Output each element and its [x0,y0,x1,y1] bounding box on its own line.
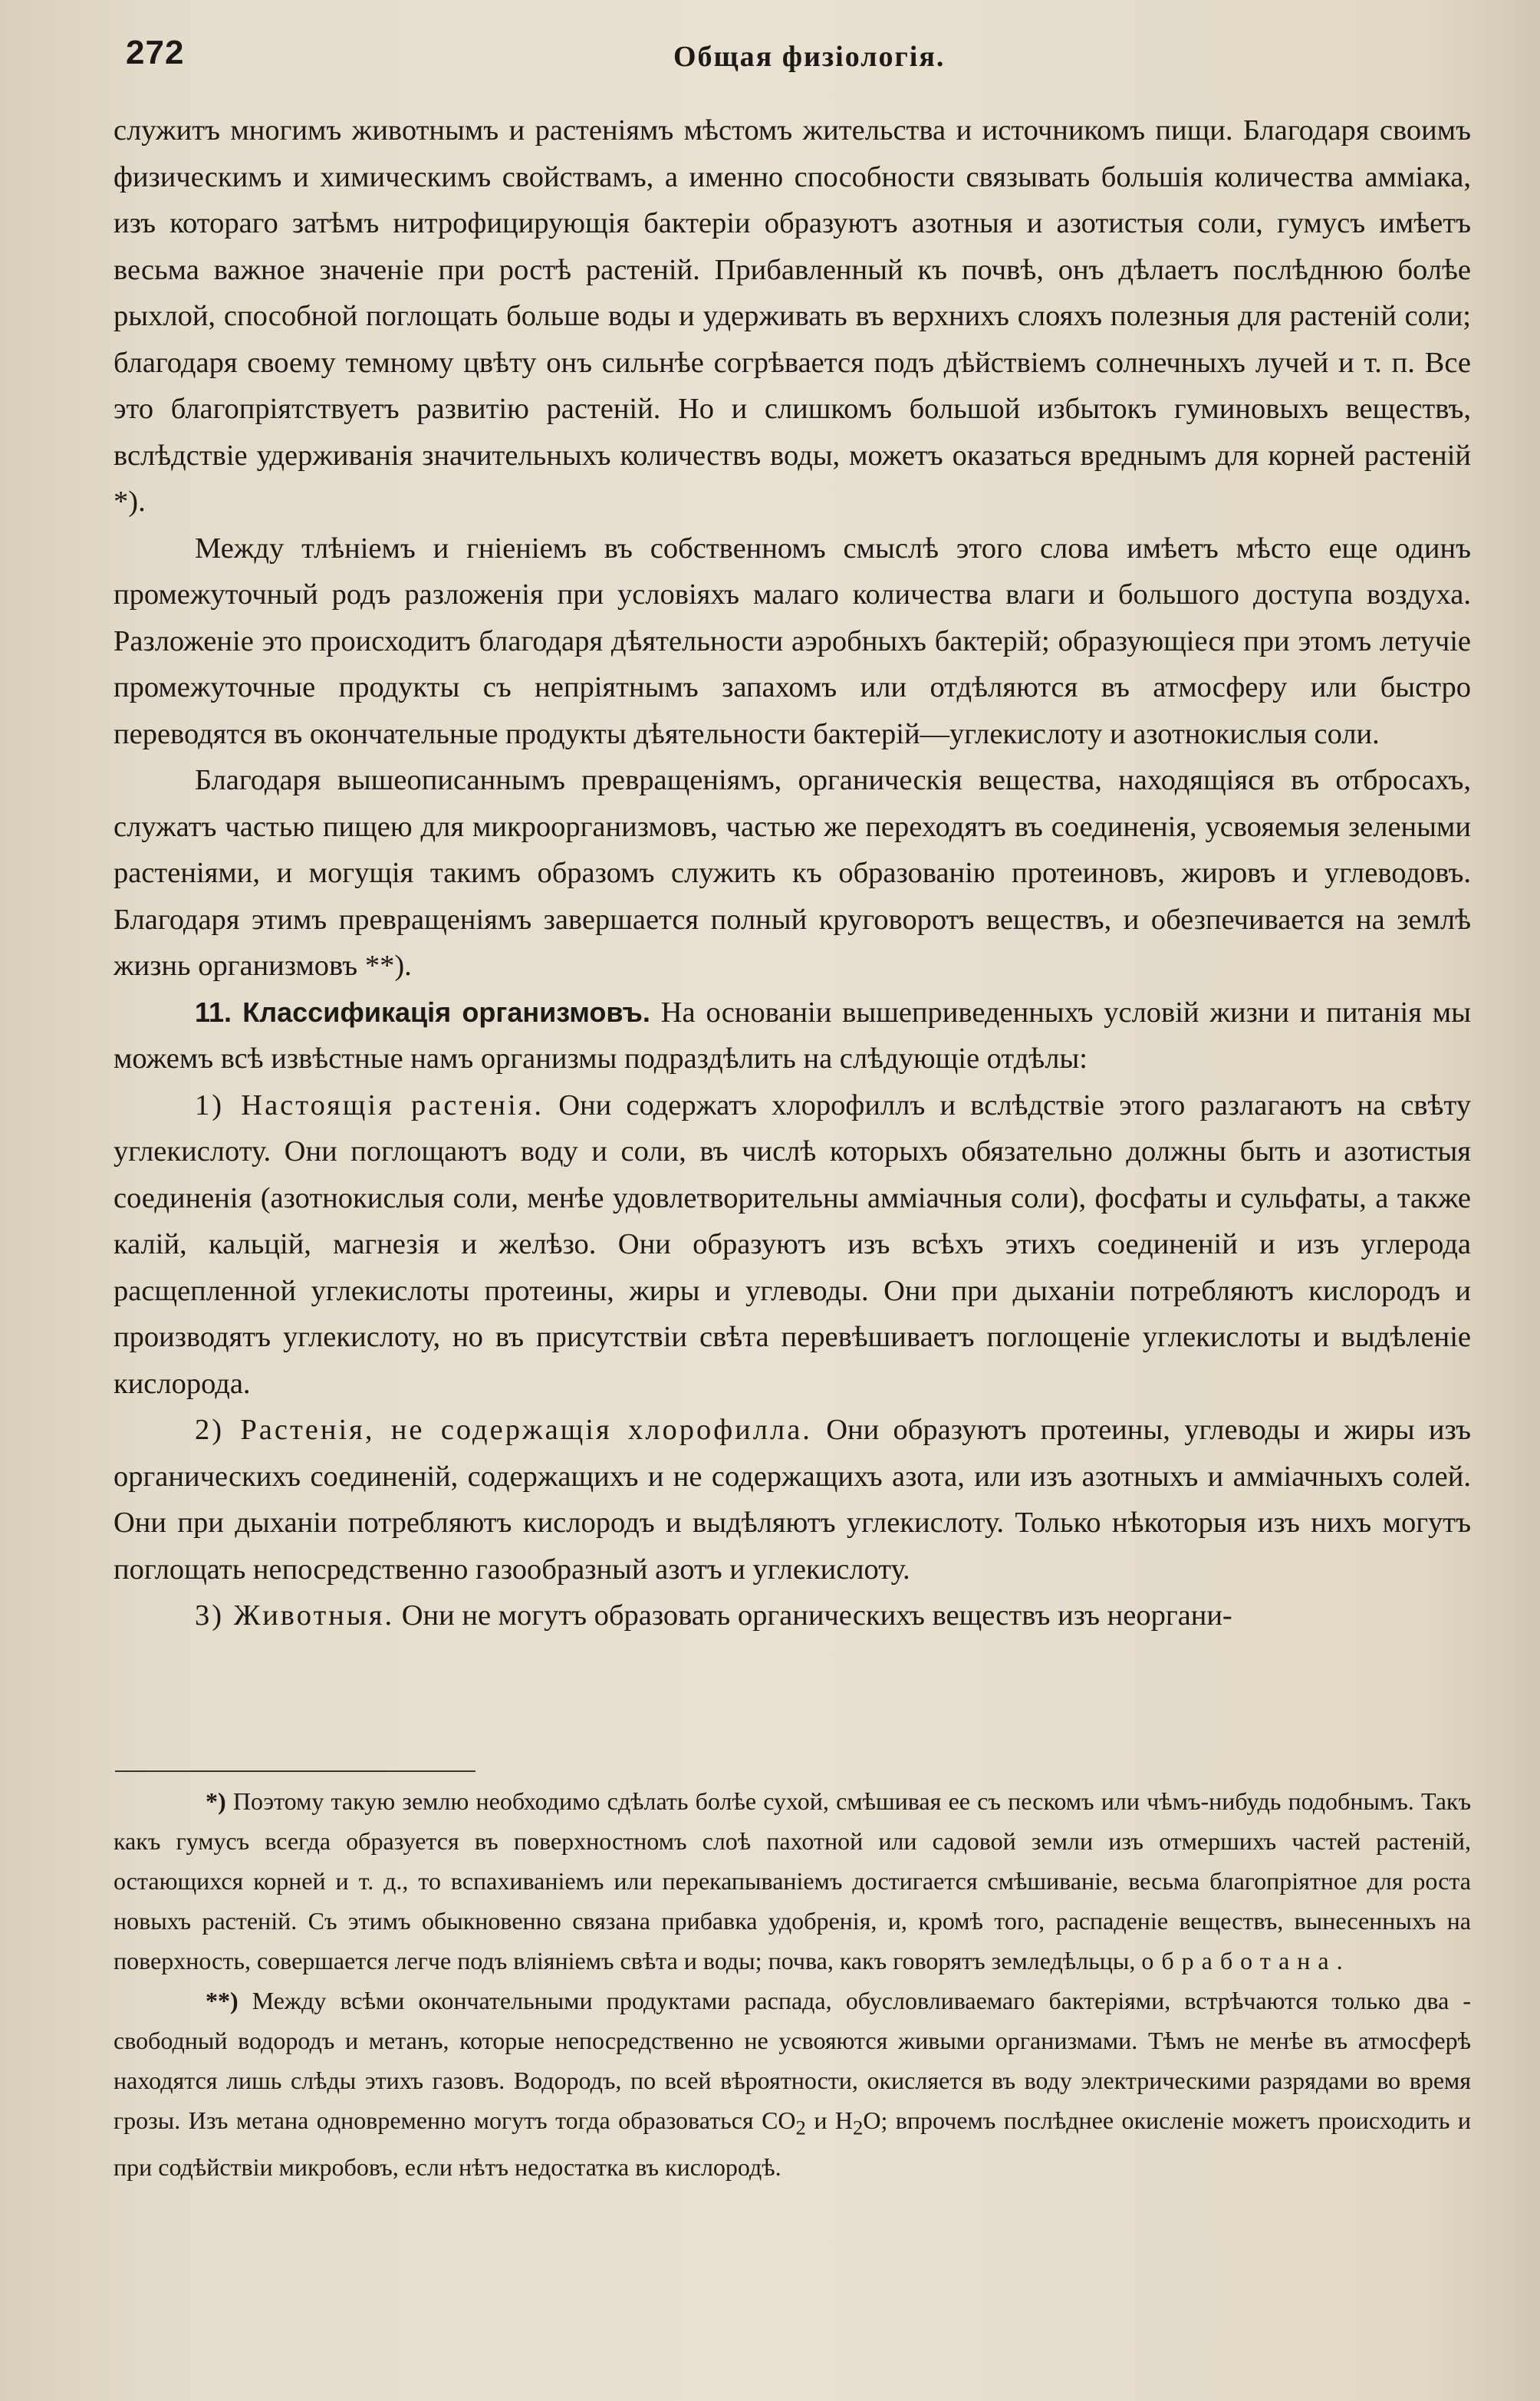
paragraph-cycle: Благодаря вышеописаннымъ превращеніямъ, органическія вещества, находящіяся въ отбросахъ, служатъ частью пищею для микроорганизмовъ, частью же переходятъ въ соединенія, усвояемыя зелеными растеніями, и могущія такимъ образомъ служить къ образованію протеиновъ, жировъ и углеводовъ. Благодаря этимъ превращеніямъ завершается полный круговоротъ веществъ, и обезпечивается на землѣ жизнь организмовъ **). [114,764,1471,982]
paragraph-animals [114,1592,1471,1639]
footnotes [114,1781,1471,2187]
footnote-1-text: Поэтому такую землю необходимо сдѣлать болѣе сухой, смѣшивая ее съ пескомъ или чѣмъ-нибудь подобнымъ. Такъ какъ гумусъ всегда образуется въ поверхностномъ слоѣ пахотной или садовой земли изъ отмершихъ частей растеній, остающихся корней и т. д., то вспахиваніемъ или перекапываніемъ достигается смѣшиваніе, весьма благопріятное для роста новыхъ растеній. Съ этимъ обыкновенно связана прибавка удобренія, и, кромѣ того, распаденіе веществъ, вынесенныхъ на поверхность, совершается легче подъ вліяніемъ свѣта и воды; почва, какъ говорятъ земледѣльцы, [114,1787,1472,1974]
page-number: 272 [126,34,185,71]
section-intro: На основаніи вышеприведенныхъ условій жизни и питанія мы можемъ всѣ извѣстные намъ организмы подраздѣлить на слѣдующіе отдѣлы: [114,996,1471,1075]
footnote-1-emphasis: обработана. [1141,1947,1351,1974]
section-heading: 11. Классификація организмовъ. [195,996,650,1028]
paragraph-true-plants [114,1082,1471,1408]
category-label-animals: 3) Животныя. [195,1599,395,1632]
footnote-2-subscript-h2o: 2 [853,2116,864,2139]
footnote-2-text-c: O; впрочемъ послѣднее окисленіе можетъ происходить и при содѣйствіи микробовъ, если нѣтъ недостатка въ кислородѣ. [114,2106,1472,2182]
footnote-1-mark: *) [206,1787,226,1815]
footnote-2-text-b: и H [805,2106,854,2134]
paragraph-decay: Между тлѣніемъ и гніеніемъ въ собственномъ смыслѣ этого слова имѣетъ мѣсто еще одинъ промежуточный родъ разложенія при условіяхъ малаго количества влаги и большого доступа воздуха. Разложеніе это происходитъ благодаря дѣятельности аэробныхъ бактерій; образующіеся при этомъ летучіе промежуточные продукты съ непріятнымъ запахомъ или отдѣляются въ атмосферу или быстро переводятся въ окончательные продукты дѣятельности бактерій—углекислоту и азотнокислыя соли. [114,532,1471,750]
footnote-1 [114,1781,1471,1981]
category-text-plants: Они содержатъ хлорофиллъ и вслѣдствіе этого разлагаютъ на свѣту углекислоту. Они поглощаютъ воду и соли, въ числѣ которыхъ обязательно должны быть и азотистыя соединенія (азотнокислыя соли, менѣе удовлетворительны амміачныя соли), фосфаты и сульфаты, а также калій, кальцій, магнезія и желѣзо. Они образуютъ изъ всѣхъ этихъ соединеній и изъ углерода расщепленной углекислоты протеины, жиры и углеводы. Они при дыханіи потребляютъ кислородъ и производятъ углекислоту, но въ присутствіи свѣта перевѣшиваетъ поглощеніе углекислоты и выдѣленіе кислорода. [114,1089,1472,1400]
footnote-divider [115,1770,475,1772]
category-text-fungi: Они образуютъ протеины, углеводы и жиры изъ органическихъ соединеній, содержащихъ и не содержащихъ азота, или изъ азотныхъ и амміачныхъ солей. Они при дыханіи потребляютъ кислородъ и выдѣляютъ углекислоту. Только нѣкоторыя изъ нихъ могутъ поглощать непосредственно газообразный азотъ и углекислоту. [114,1414,1471,1586]
page-header [114,26,1479,87]
category-text-animals: Они не могутъ образовать органическихъ веществъ изъ неоргани- [401,1599,1232,1632]
paragraph-non-chlorophyll-plants [114,1407,1471,1592]
footnote-2-subscript-co2: 2 [795,2116,806,2139]
footnote-2 [114,1981,1471,2187]
main-text [114,107,1471,1639]
paragraph-classification [114,990,1471,1082]
footnote-2-text-a: Между всѣми окончательными продуктами распада, обусловливаемаго бактеріями, встрѣчаются только два - свободный водородъ и метанъ, которые непосредственно не усвояются живыми организмами. Тѣмъ не менѣе въ атмосферѣ находятся лишь слѣды этихъ газовъ. Водородъ, по всей вѣроятности, окисляется въ воду электрическими разрядами во время грозы. Изъ метана одновременно могутъ тогда образоваться CO [114,1987,1472,2134]
category-label-plants: 1) Настоящія растенія. [195,1089,545,1121]
paragraph-humus: служитъ многимъ животнымъ и растеніямъ мѣстомъ жительства и источникомъ пищи. Благодаря своимъ физическимъ и химическимъ свойствамъ, а именно способности связывать большія количества амміака, изъ котораго затѣмъ нитрофицирующія бактеріи образуютъ азотныя и азотистыя соли, гумусъ имѣетъ весьма важное значеніе при ростѣ растеній. Прибавленный къ почвѣ, онъ дѣлаетъ послѣднюю болѣе рыхлой, способной поглощать больше воды и удерживать въ верхнихъ слояхъ полезныя для растеній соли; благодаря своему темному цвѣту онъ сильнѣе согрѣвается подъ дѣйствіемъ солнечныхъ лучей и т. п. Все это благопріятствуетъ развитію растеній. Но и слишкомъ большой избытокъ гуминовыхъ веществъ, вслѣдствіе удерживанія значительныхъ количествъ воды, можетъ оказаться вреднымъ для корней растеній *). [114,114,1471,518]
running-head: Общая физіологія. [673,41,946,73]
category-label-fungi: 2) Растенія, не содержащія хлорофилла. [195,1414,812,1446]
footnote-2-mark: **) [206,1987,239,2014]
